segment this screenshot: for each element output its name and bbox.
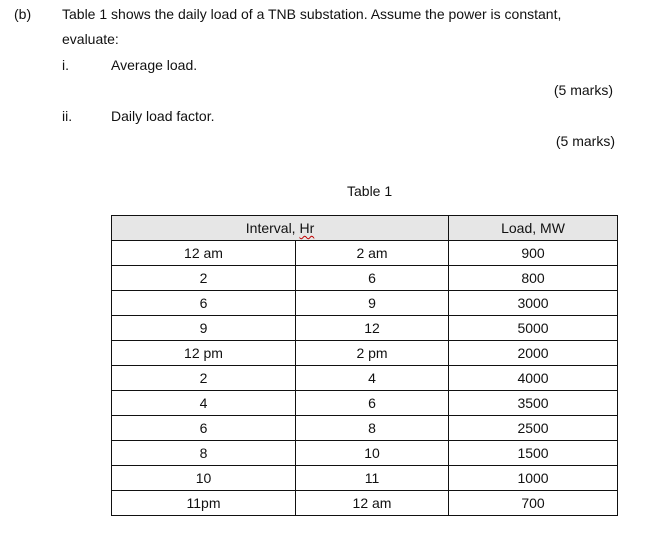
cell-from: 2 xyxy=(112,266,296,291)
table-row xyxy=(112,441,618,466)
cell-load: 900 xyxy=(449,241,618,266)
cell-to: 9 xyxy=(296,291,449,316)
item-2-marks: (5 marks) xyxy=(555,133,615,149)
table-row xyxy=(112,491,618,516)
cell-to: 12 xyxy=(296,316,449,341)
cell-from: 12 am xyxy=(112,241,296,266)
cell-load: 4000 xyxy=(449,366,618,391)
table-row xyxy=(112,241,618,266)
table-row xyxy=(112,266,618,291)
cell-load: 2500 xyxy=(449,416,618,441)
table-row xyxy=(112,366,618,391)
table-row xyxy=(112,466,618,491)
cell-to: 8 xyxy=(296,416,449,441)
cell-from: 8 xyxy=(112,441,296,466)
cell-from: 12 pm xyxy=(112,341,296,366)
cell-load: 1000 xyxy=(449,466,618,491)
cell-to: 12 am xyxy=(296,491,449,516)
cell-load: 3500 xyxy=(449,391,618,416)
item-1-marks: (5 marks) xyxy=(553,82,613,98)
cell-from: 6 xyxy=(112,416,296,441)
header-interval-unit: Hr xyxy=(299,220,315,236)
header-load: Load, MW xyxy=(449,216,618,241)
table-header-row xyxy=(112,216,618,241)
cell-to: 6 xyxy=(296,391,449,416)
cell-to: 4 xyxy=(296,366,449,391)
cell-load: 2000 xyxy=(449,341,618,366)
cell-from: 9 xyxy=(112,316,296,341)
cell-to: 2 am xyxy=(296,241,449,266)
cell-load: 700 xyxy=(449,491,618,516)
item-1-text: Average load. xyxy=(111,57,198,73)
question-intro-line2: evaluate: xyxy=(62,31,119,47)
table-row xyxy=(112,341,618,366)
table-caption: Table 1 xyxy=(347,183,393,199)
header-interval-prefix: Interval, xyxy=(245,220,300,236)
cell-from: 10 xyxy=(112,466,296,491)
daily-load-table xyxy=(111,215,618,516)
item-2-number: ii. xyxy=(62,108,73,124)
table-row xyxy=(112,416,618,441)
cell-from: 11pm xyxy=(112,491,296,516)
table-row xyxy=(112,316,618,341)
table-row xyxy=(112,291,618,316)
cell-to: 6 xyxy=(296,266,449,291)
cell-to: 2 pm xyxy=(296,341,449,366)
header-interval xyxy=(112,216,449,241)
cell-from: 6 xyxy=(112,291,296,316)
part-label: (b) xyxy=(14,6,32,22)
table-body xyxy=(112,241,618,516)
cell-to: 11 xyxy=(296,466,449,491)
cell-from: 4 xyxy=(112,391,296,416)
item-2-text: Daily load factor. xyxy=(111,108,215,124)
question-intro-line1: Table 1 shows the daily load of a TNB substation. Assume the power is constant, xyxy=(62,6,562,22)
table-row xyxy=(112,391,618,416)
cell-from: 2 xyxy=(112,366,296,391)
item-1-number: i. xyxy=(62,57,69,73)
cell-to: 10 xyxy=(296,441,449,466)
cell-load: 800 xyxy=(449,266,618,291)
cell-load: 3000 xyxy=(449,291,618,316)
cell-load: 1500 xyxy=(449,441,618,466)
cell-load: 5000 xyxy=(449,316,618,341)
